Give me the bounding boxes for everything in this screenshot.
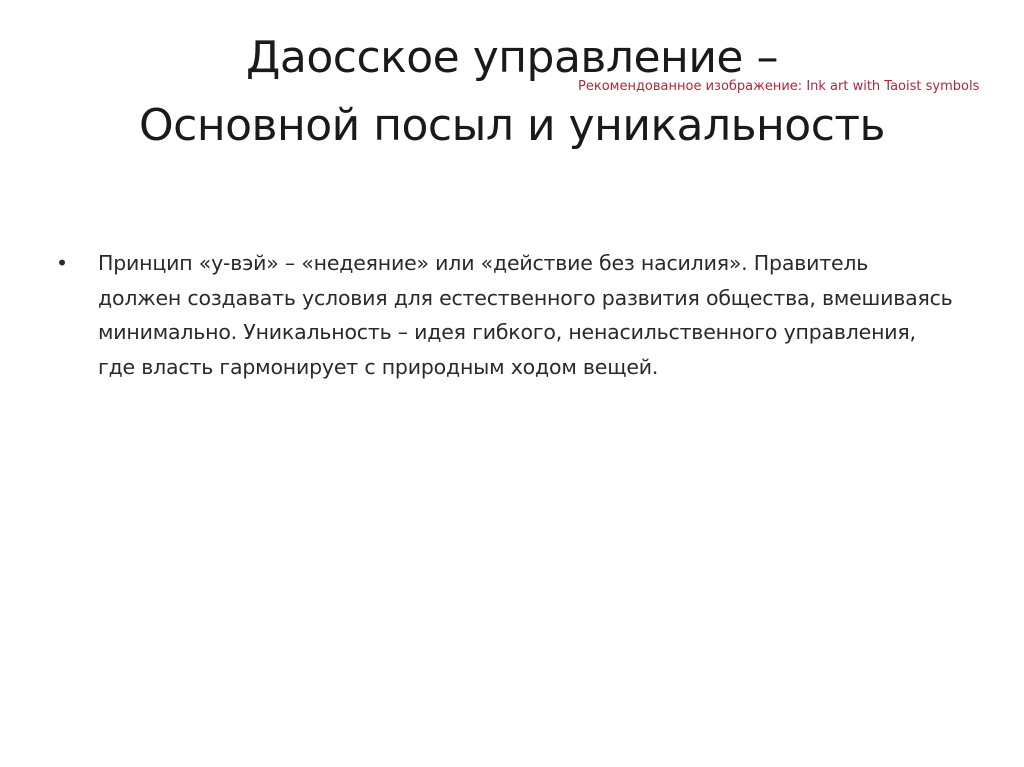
slide-title-line-2: Основной посыл и уникальность (139, 100, 885, 151)
bullet-item (56, 246, 956, 384)
bullet-marker: • (56, 251, 68, 275)
bullet-list (56, 246, 956, 384)
bullet-text: Принцип «у-вэй» – «недеяние» или «действие без насилия». Правитель должен создавать условия для естественного развития общества, вмешиваясь минимально. Уникальность – идея гибкого, ненасильственного управления, где власть гармонирует с природным ходом вещей. (98, 251, 953, 379)
slide-title-line-1: Даосское управление – (246, 32, 778, 83)
image-recommendation-note: Рекомендованное изображение: Ink art with Taoist symbols (578, 79, 980, 94)
